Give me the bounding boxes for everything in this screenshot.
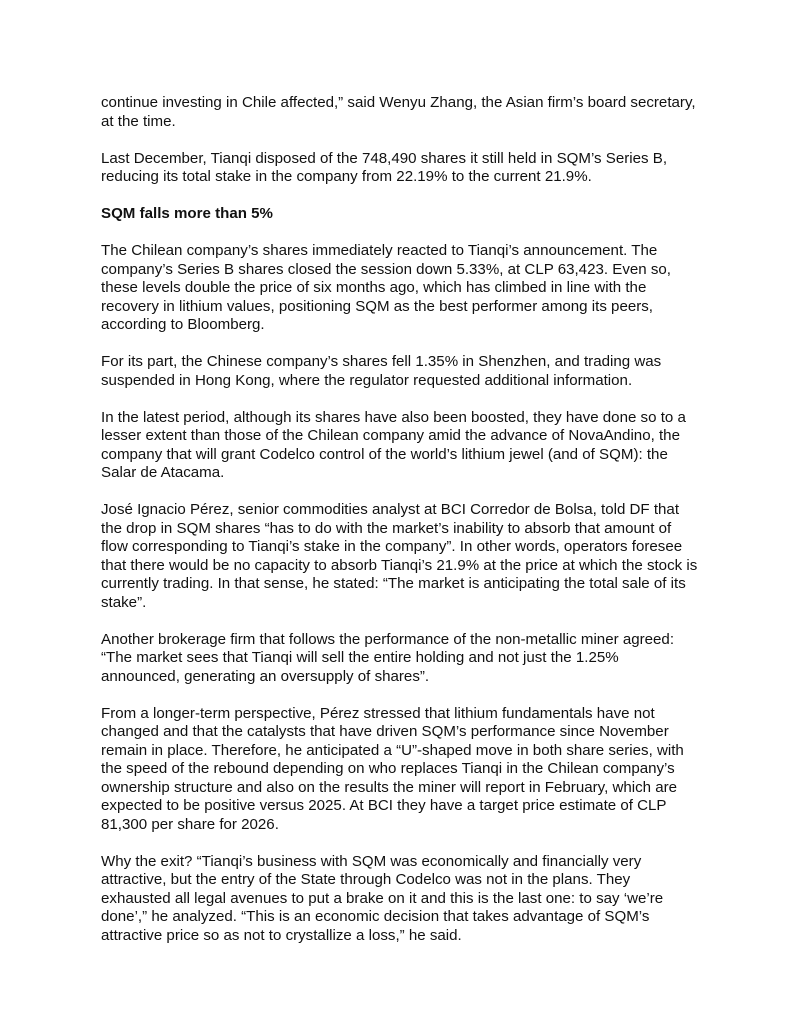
paragraph-perez-analysis: José Ignacio Pérez, senior commodities analyst at BCI Corredor de Bolsa, told DF that the drop in SQM shares “has to do with the market’s inability to absorb that amount of flow corresponding to Tianqi’s stake in the company”. In other words, operators foresee that there would be no capacity to absorb Tianqi’s 21.9% at the price at which the stock is currently trading. In that sense, he stated: “The market is anticipating the total sale of its stake”. xyxy=(101,501,698,611)
paragraph-december-disposal: Last December, Tianqi disposed of the 748,490 shares it still held in SQM’s Series B, reducing its total stake in the company from 22.19% to the current 21.9%. xyxy=(101,149,668,185)
paragraph-long-term: From a longer-term perspective, Pérez stressed that lithium fundamentals have not changed and that the catalysts that have driven SQM’s performance since November remain in place. Therefore, he anticipated a “U”-shaped move in both share series, with the speed of the rebound depending on who replaces Tianqi in the Chilean company’s ownership structure and also on the results the miner will report in February, which are expected to be positive versus 2025. At BCI they have a target price estimate of CLP 81,300 per share for 2026. xyxy=(101,704,684,833)
paragraph-share-reaction: The Chilean company’s shares immediately reacted to Tianqi’s announcement. The company’s Series B shares closed the session down 5.33%, at CLP 63,423. Even so, these levels double the price of six months ago, which has climbed in line with the recovery in lithium values, positioning SQM as the best performer among its peers, according to Bloomberg. xyxy=(101,242,671,333)
paragraph-shenzhen: For its part, the Chinese company’s shares fell 1.35% in Shenzhen, and trading was suspended in Hong Kong, where the regulator requested additional information. xyxy=(101,353,662,389)
section-heading: SQM falls more than 5% xyxy=(101,205,273,222)
paragraph-brokerage: Another brokerage firm that follows the performance of the non-metallic miner agreed: “The market sees that Tianqi will sell the entire holding and not just the 1.25% announced, generating an oversupply of shares”. xyxy=(101,630,675,685)
article-body xyxy=(101,94,701,964)
paragraph-why-exit: Why the exit? “Tianqi’s business with SQM was economically and financially very attractive, but the entry of the State through Codelco was not in the plans. They exhausted all legal avenues to put a brake on it and this is the last one: to say ‘we’re done’,” he analyzed. “This is an economic decision that takes advantage of SQM’s attractive price so as not to crystallize a loss,” he said. xyxy=(101,852,664,944)
paragraph-zhang-quote: continue investing in Chile affected,” said Wenyu Zhang, the Asian firm’s board secretary, at the time. xyxy=(101,94,696,130)
paragraph-novaandino: In the latest period, although its shares have also been boosted, they have done so to a lesser extent than those of the Chilean company amid the advance of NovaAndino, the company that will grant Codelco control of the world’s lithium jewel (and of SQM): the Salar de Atacama. xyxy=(101,408,686,481)
